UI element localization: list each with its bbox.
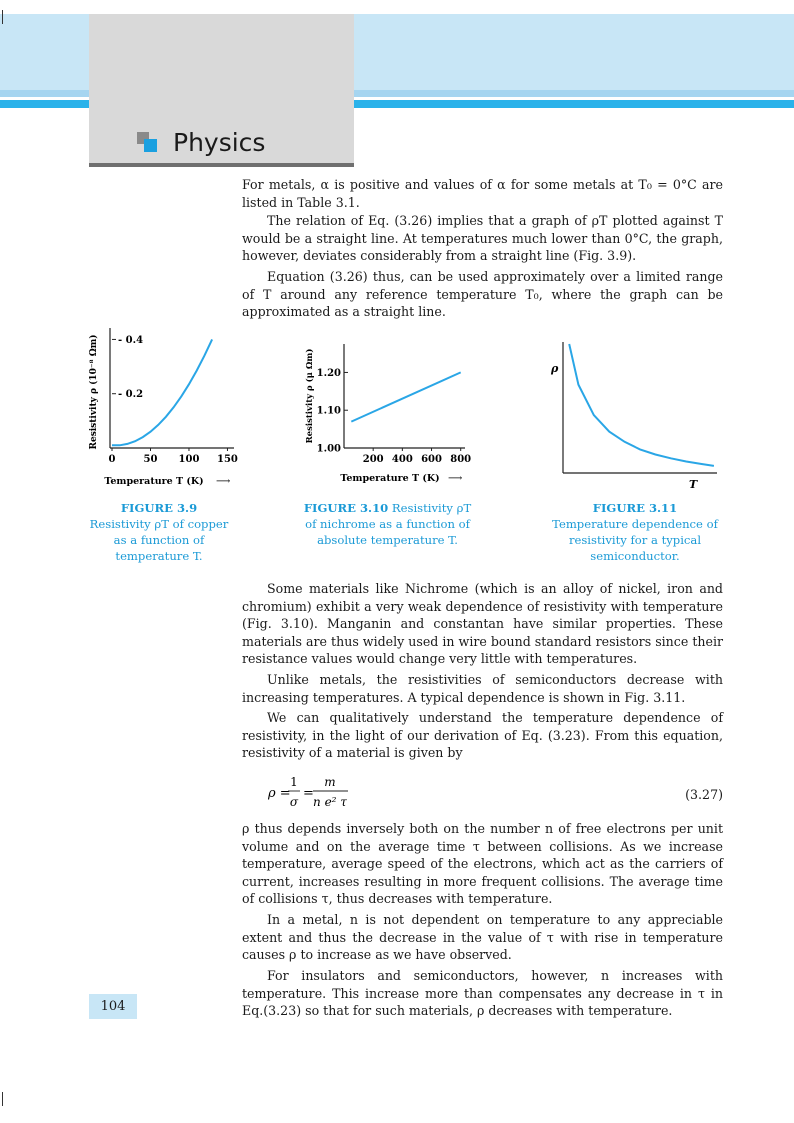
paragraph-4: Some materials like Nichrome (which is an alloy of nickel, iron and chromium) exhibit a very weak dependence of resistivity with temperature (Fig. 3.10). Manganin and constantan have similar properties. These materials are thus widely used in wire bound standard resistors since their resistance values would change very little with temperatures. [242, 581, 723, 667]
fraction-2-denominator: n e² τ [313, 795, 347, 809]
logo-square-blue-icon [144, 139, 157, 152]
fraction-1-denominator: σ [289, 795, 299, 809]
x-tick-label: 600 [421, 454, 442, 465]
arrow-right-icon: ⟶ [216, 476, 231, 487]
paragraph-1: For metals, α is positive and values of α for some metals at T₀ = 0°C are listed in Table 3.1. [242, 177, 723, 210]
crop-mark-bottom [2, 1092, 3, 1106]
paragraph-7: ρ thus depends inversely both on the number n of free electrons per unit volume and on the average time τ between collisions. As we increase temperature, average speed of the electrons, which act as the carriers of current, increases resulting in more frequent collisions. The average time of collisions τ, thus decreases with temperature. [242, 821, 723, 907]
paragraph-3: Equation (3.26) thus, can be used approximately over a limited range of T around any reference temperature T₀, where the graph can be approximated as a straight line. [242, 269, 723, 320]
figure-3-9-chart [84, 322, 244, 492]
figure-3-11-chart [545, 338, 725, 493]
paragraph-5: Unlike metals, the resistivities of semiconductors decrease with increasing temperatures. A typical dependence is shown in Fig. 3.11. [242, 672, 723, 705]
figure-3-11-caption [545, 500, 725, 564]
x-tick-label: 800 [450, 454, 472, 465]
equals-sign: = [303, 786, 314, 801]
y-tick-label: - 0.4 [118, 334, 144, 346]
equation-number: (3.27) [685, 787, 723, 802]
y-axis-label: ρ [551, 362, 559, 375]
x-axis-label: Temperature T (K) [340, 473, 440, 484]
x-tick-label: 0 [108, 454, 116, 465]
y-tick-label: 1.10 [316, 405, 341, 417]
figure-label: FIGURE 3.10 [303, 501, 389, 515]
figure-3-10-caption [300, 500, 475, 548]
paragraph-6: We can qualitatively understand the temperature dependence of resistivity, in the light of our derivation of Eq. (3.23). From this equation, resistivity of a material is given by [242, 710, 723, 761]
x-axis-label: Temperature T (K) [104, 476, 204, 487]
y-axis-label: Resistivity ρ (μ Ωm) [305, 348, 315, 444]
y-tick-label: - 0.2 [118, 389, 144, 401]
y-tick-label: 1.00 [316, 443, 341, 455]
equation-formula [268, 770, 388, 815]
fraction-2-numerator: m [324, 775, 336, 789]
paragraph-2: The relation of Eq. (3.26) implies that a graph of ρT plotted against T would be a straight line. At temperatures much lower than 0°C, the graph, however, deviates considerably from a straight line (Fig. 3.9). [242, 213, 723, 264]
figure-label: FIGURE 3.9 [120, 501, 198, 515]
x-tick-label: 100 [178, 454, 200, 465]
page-title: Physics [173, 128, 266, 157]
figure-caption-text: Resistivity ρT of nichrome as a function of absolute temperature T. [305, 501, 472, 547]
x-tick-label: 400 [391, 454, 413, 465]
crop-mark-top [2, 10, 3, 24]
series-line [569, 344, 714, 466]
series-line [351, 372, 460, 421]
page-number: 104 [89, 994, 137, 1019]
x-tick-label: 50 [143, 454, 158, 465]
y-axis-label: Resistivity ρ (10⁻⁸ Ωm) [89, 334, 99, 450]
equation-lhs: ρ = [268, 786, 291, 801]
fraction-1-numerator: 1 [290, 775, 298, 789]
arrow-right-icon: ⟶ [448, 473, 463, 484]
paragraph-9: For insulators and semiconductors, however, n increases with temperature. This increase more than compensates any decrease in τ in Eq.(3.23) so that for such materials, ρ decreases with temperature. [242, 968, 723, 1019]
equation-3-27 [268, 770, 723, 815]
x-tick-label: 200 [362, 454, 384, 465]
x-tick-label: 150 [217, 454, 238, 465]
figure-3-10-chart [300, 336, 475, 490]
figure-caption-text: Temperature dependence of resistivity for a typical semiconductor. [552, 517, 718, 563]
figure-caption-text: Resistivity ρT of copper as a function of temperature T. [89, 517, 229, 563]
x-axis-label: T [689, 478, 698, 491]
y-tick-label: 1.20 [316, 367, 341, 379]
paragraph-8: In a metal, n is not dependent on temperature to any appreciable extent and thus the decrease in the value of τ with rise in temperature causes ρ to increase as we have observed. [242, 912, 723, 963]
figure-3-9-caption [84, 500, 234, 564]
figure-label: FIGURE 3.11 [592, 501, 678, 515]
header-tab-rule [89, 163, 354, 167]
